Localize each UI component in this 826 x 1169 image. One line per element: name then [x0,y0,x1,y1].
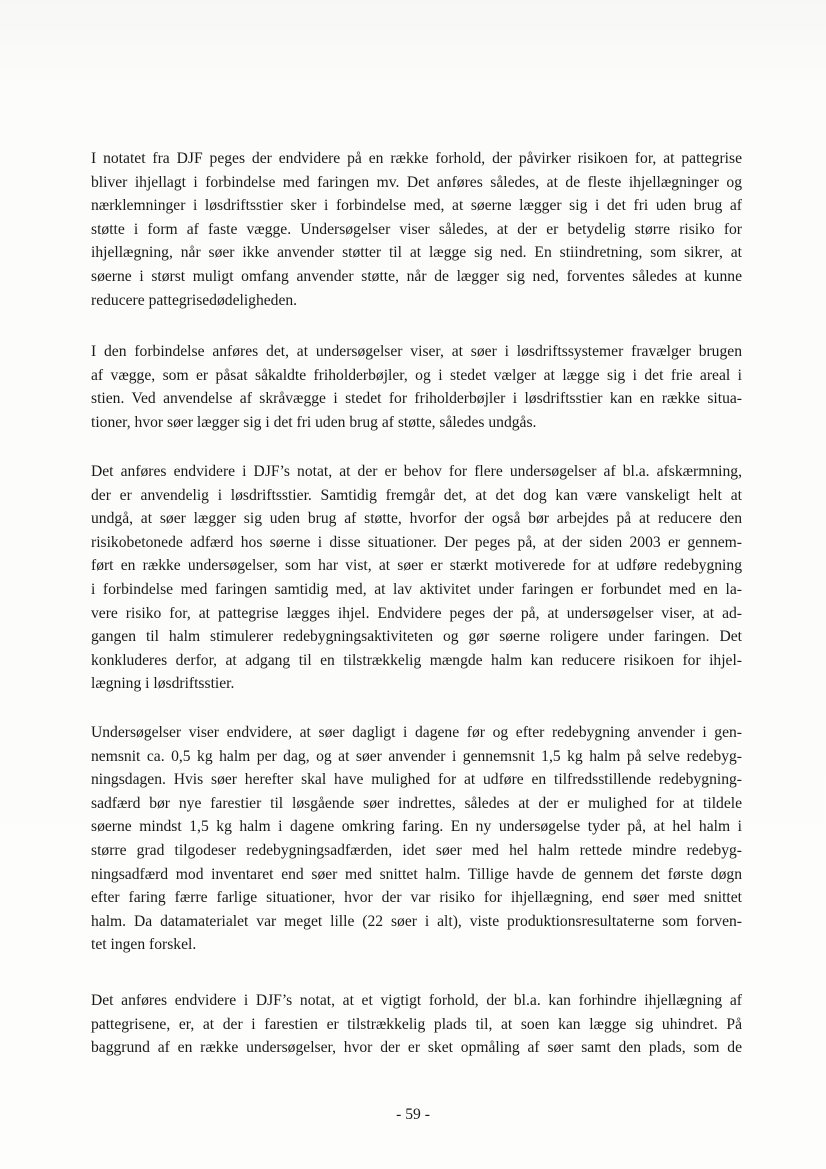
text-line: støtte i form af faste vægge. Undersøgelser viser således, at der er betydelig større risiko for [91,220,742,238]
text-line: af vægge, som er påsat såkaldte friholderbøjler, og i stedet vælger at lægge sig i det frie areal i [91,366,742,384]
page-number: - 59 - [396,1106,430,1123]
text-line: konkluderes derfor, at adgang til en tilstrækkelig mængde halm kan reducere risikoen for ihjel- [91,651,742,669]
text-line: reducere pattegrisedødeligheden. [91,291,298,309]
text-line: Det anføres endvidere i DJF’s notat, at et vigtigt forhold, der bl.a. kan forhindre ihjellægning af [91,992,742,1009]
text-line: ningsadfærd mod inventaret end søer med snittet halm. Tillige havde de gennem det første døgn [91,865,742,883]
text-line: Undersøgelser viser endvidere, at søer dagligt i dagene før og efter redebygning anvender i gen- [91,724,742,741]
paragraph [91,989,742,1060]
text-line: tet ingen forskel. [91,936,197,954]
text-line: pattegrisene, er, at der i farestien er tilstrækkelig plads til, at soen kan lægge sig uhindret. På [91,1015,742,1033]
text-line: søerne i størst muligt omfang anvender støtte, når de lægger sig ned, forventes således at kunne [91,267,742,285]
text-line: vere risiko for, at pattegrise lægges ihjel. Endvidere peges der på, at undersøgelser viser, at ad- [91,604,742,622]
text-line: bliver ihjellagt i forbindelse med faringen mv. Det anføres således, at de fleste ihjellægninger og [91,173,742,191]
text-line: ført en række undersøgelser, som har vist, at søer er stærkt motiverede for at udføre redebygning [91,557,742,575]
text-line: i forbindelse med faringen samtidig med, at lav aktivitet under faringen er forbundet med en la- [91,580,742,598]
text-line: lægning i løsdriftsstier. [91,675,235,693]
text-line: ihjellægning, når søer ikke anvender støtter til at lægge sig ned. En stiindretning, som sikrer, at [91,244,742,262]
text-line: ningsdagen. Hvis søer herefter skal have mulighed for at udføre en tilfredsstillende redebygning- [91,771,742,789]
text-line: baggrund af en række undersøgelser, hvor der er sket opmåling af søer samt den plads, som de [91,1039,742,1057]
text-line: Det anføres endvidere i DJF’s notat, at der er behov for flere undersøgelser af bl.a. afskærmning, [91,463,742,480]
paragraph [91,721,742,957]
text-line: der er anvendelig i løsdriftsstier. Samtidig fremgår det, at det dog kan være vanskeligt helt at [91,486,742,504]
paragraph [91,147,742,312]
text-line: nemsnit ca. 0,5 kg halm per dag, og at søer anvender i gennemsnit 1,5 kg halm på selve redebyg- [91,747,742,765]
text-line: søerne mindst 1,5 kg halm i dagene omkring faring. En ny undersøgelse tyder på, at hel halm i [91,818,742,836]
paragraph [91,460,742,696]
text-line: nærklemninger i løsdriftsstier sker i forbindelse med, at søerne lægger sig i det fri uden brug af [91,197,742,215]
paragraph [91,340,742,434]
text-line: sadfærd bør nye farestier til løsgående søer indrettes, således at der er mulighed for at tildele [91,794,742,812]
text-line: halm. Da datamaterialet var meget lille (22 søer i alt), viste produktionsresultaterne som forven- [91,912,742,930]
text-line: I notatet fra DJF peges der endvidere på en række forhold, der påvirker risikoen for, at pattegrise [91,150,742,167]
text-line: I den forbindelse anføres det, at undersøgelser viser, at søer i løsdriftssystemer fravælger brugen [91,343,742,360]
text-line: større grad tilgodeser redebygningsadfærden, idet søer med hel halm rettede mindre redebyg- [91,841,742,859]
text-line: efter faring færre farlige situationer, hvor der var risiko for ihjellægning, end søer med snittet [91,889,742,907]
text-line: tioner, hvor søer lægger sig i det fri uden brug af støtte, således undgås. [91,413,537,431]
text-line: stien. Ved anvendelse af skråvægge i stedet for friholderbøjler i løsdriftsstier kan en række situa- [91,390,742,408]
text-line: undgå, at søer lægger sig uden brug af støtte, hvorfor der også bør arbejdes på at reducere den [91,510,742,528]
text-line: risikobetonede adfærd hos søerne i disse situationer. Der peges på, at der siden 2003 er gennem- [91,533,742,551]
text-line: gangen til halm stimulerer redebygningsaktiviteten og gør søerne roligere under faringen. Det [91,628,742,646]
